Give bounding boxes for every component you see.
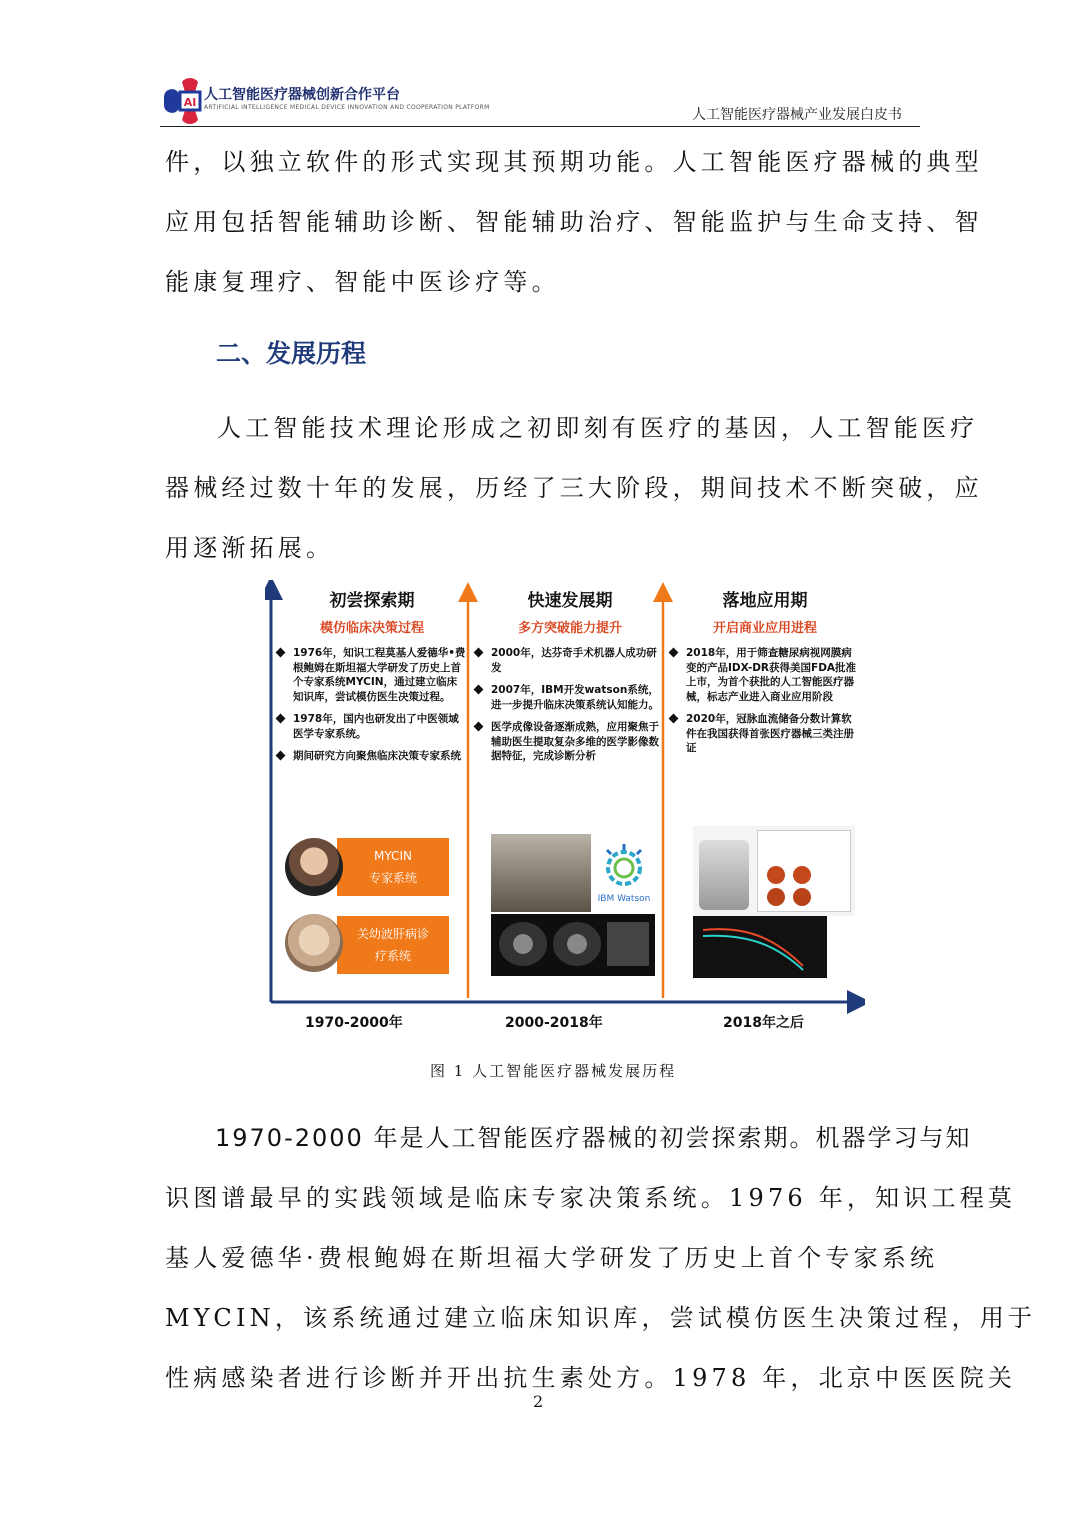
- stage-bullet: 2000年，达芬奇手术机器人成功研发: [475, 646, 665, 675]
- figure-caption: 图 1 人工智能医疗器械发展历程: [430, 1062, 677, 1080]
- stage-bullet: 1978年，国内也研发出了中医领域医学专家系统。: [277, 712, 467, 741]
- guan-youbo-portrait: [285, 914, 343, 972]
- stage-bullet: 医学成像设备逐渐成熟，应用聚焦于辅助医生提取复杂多维的医学影像数据特征，完成诊断分析: [475, 720, 665, 764]
- paragraph-line: 1970-2000 年是人工智能医疗器械的初尝探索期。机器学习与知: [215, 1124, 972, 1152]
- paragraph-line: 人工智能技术理论形成之初即刻有医疗的基因，人工智能医疗: [217, 414, 979, 442]
- paragraph-1: [165, 132, 983, 312]
- platform-name-en: ARTIFICIAL INTELLIGENCE MEDICAL DEVICE INNOVATION AND COOPERATION PLATFORM: [204, 104, 490, 111]
- document-title: 人工智能医疗器械产业发展白皮书: [692, 107, 902, 123]
- paragraph-line: 基人爱德华·费根鲍姆在斯坦福大学研发了历史上首个专家系统: [165, 1244, 939, 1272]
- bullet-diamond-icon: [474, 648, 484, 658]
- stage-title: 快速发展期: [527, 591, 613, 611]
- paragraph-2: [165, 398, 983, 578]
- mycin-box: MYCIN 专家系统: [337, 838, 449, 896]
- stage-bullet: 期间研究方向聚焦临床决策专家系统: [277, 749, 467, 764]
- ct-scan-image: [491, 914, 655, 976]
- watson-label: IBM Watson: [597, 894, 651, 904]
- idx-dr-device-photo: [693, 826, 855, 916]
- header-divider: [160, 126, 920, 127]
- bullet-diamond-icon: [474, 722, 484, 732]
- timeline-figure: [265, 580, 865, 1040]
- bullet-diamond-icon: [474, 685, 484, 695]
- stage-subtitle: 多方突破能力提升: [517, 621, 622, 636]
- surgical-robot-photo: [491, 834, 591, 912]
- watson-logo-icon: [595, 842, 653, 890]
- page-header: [160, 72, 920, 128]
- paragraph-3: [165, 1108, 1037, 1408]
- stage-title: 初尝探索期: [329, 591, 415, 611]
- ffr-software-screen: [693, 916, 827, 978]
- bullet-diamond-icon: [276, 714, 286, 724]
- paragraph-line: 能康复理疗、智能中医诊疗等。: [165, 268, 560, 296]
- ibm-watson-logo: [595, 842, 653, 904]
- stage-subtitle: 开启商业应用进程: [712, 621, 817, 636]
- stage-title: 落地应用期: [722, 591, 808, 611]
- period-label: 2018年之后: [723, 1015, 804, 1031]
- stage-bullet: 2020年，冠脉血流储备分数计算软件在我国获得首张医疗器械三类注册证: [670, 712, 860, 756]
- stage-column-3: [670, 586, 860, 764]
- paragraph-line: 识图谱最早的实践领域是临床专家决策系统。1976 年，知识工程莫: [165, 1184, 1017, 1212]
- paragraph-line: 件，以独立软件的形式实现其预期功能。人工智能医疗器械的典型: [165, 148, 983, 176]
- stage-bullet: 1976年，知识工程莫基人爱德华•费根鲍姆在斯坦福大学研发了历史上首个专家系统MYCIN，通过建立临床知识库，尝试模仿医生决策过程。: [277, 646, 467, 704]
- paragraph-line: MYCIN，该系统通过建立临床知识库，尝试模仿医生决策过程，用于: [165, 1304, 1037, 1332]
- svg-text:AI: AI: [183, 96, 197, 109]
- period-label: 1970-2000年: [305, 1015, 403, 1031]
- section-title: 二、发展历程: [216, 339, 367, 368]
- paragraph-line: 器械经过数十年的发展，历经了三大阶段，期间技术不断突破，应: [165, 474, 983, 502]
- stage-bullet: 2018年，用于筛查糖尿病视网膜病变的产品IDX-DR获得美国FDA批准上市，为首个获批的人工智能医疗器械，标志产业进入商业应用阶段: [670, 646, 860, 704]
- bullet-diamond-icon: [669, 714, 679, 724]
- page-number: 2: [533, 1392, 544, 1411]
- paragraph-line: 性病感染者进行诊断并开出抗生素处方。1978 年，北京中医医院关: [165, 1364, 1017, 1392]
- period-label: 2000-2018年: [505, 1015, 603, 1031]
- feigenbaum-portrait: [285, 838, 343, 896]
- stage-bullet: 2007年，IBM开发watson系统，进一步提升临床决策系统认知能力。: [475, 683, 665, 712]
- bullet-diamond-icon: [276, 648, 286, 658]
- paragraph-line: 应用包括智能辅助诊断、智能辅助治疗、智能监护与生命支持、智: [165, 208, 983, 236]
- ffr-curve-icon: [693, 916, 827, 978]
- stage-subtitle: 模仿临床决策过程: [319, 621, 424, 636]
- platform-name: 人工智能医疗器械创新合作平台: [204, 87, 400, 103]
- bullet-diamond-icon: [276, 751, 286, 761]
- guan-youbo-box: 关幼波肝病诊 疗系统: [337, 916, 449, 974]
- bullet-diamond-icon: [669, 648, 679, 658]
- paragraph-line: 用逐渐拓展。: [165, 534, 335, 562]
- stage-column-2: [475, 586, 665, 772]
- stage-column-1: [277, 586, 467, 772]
